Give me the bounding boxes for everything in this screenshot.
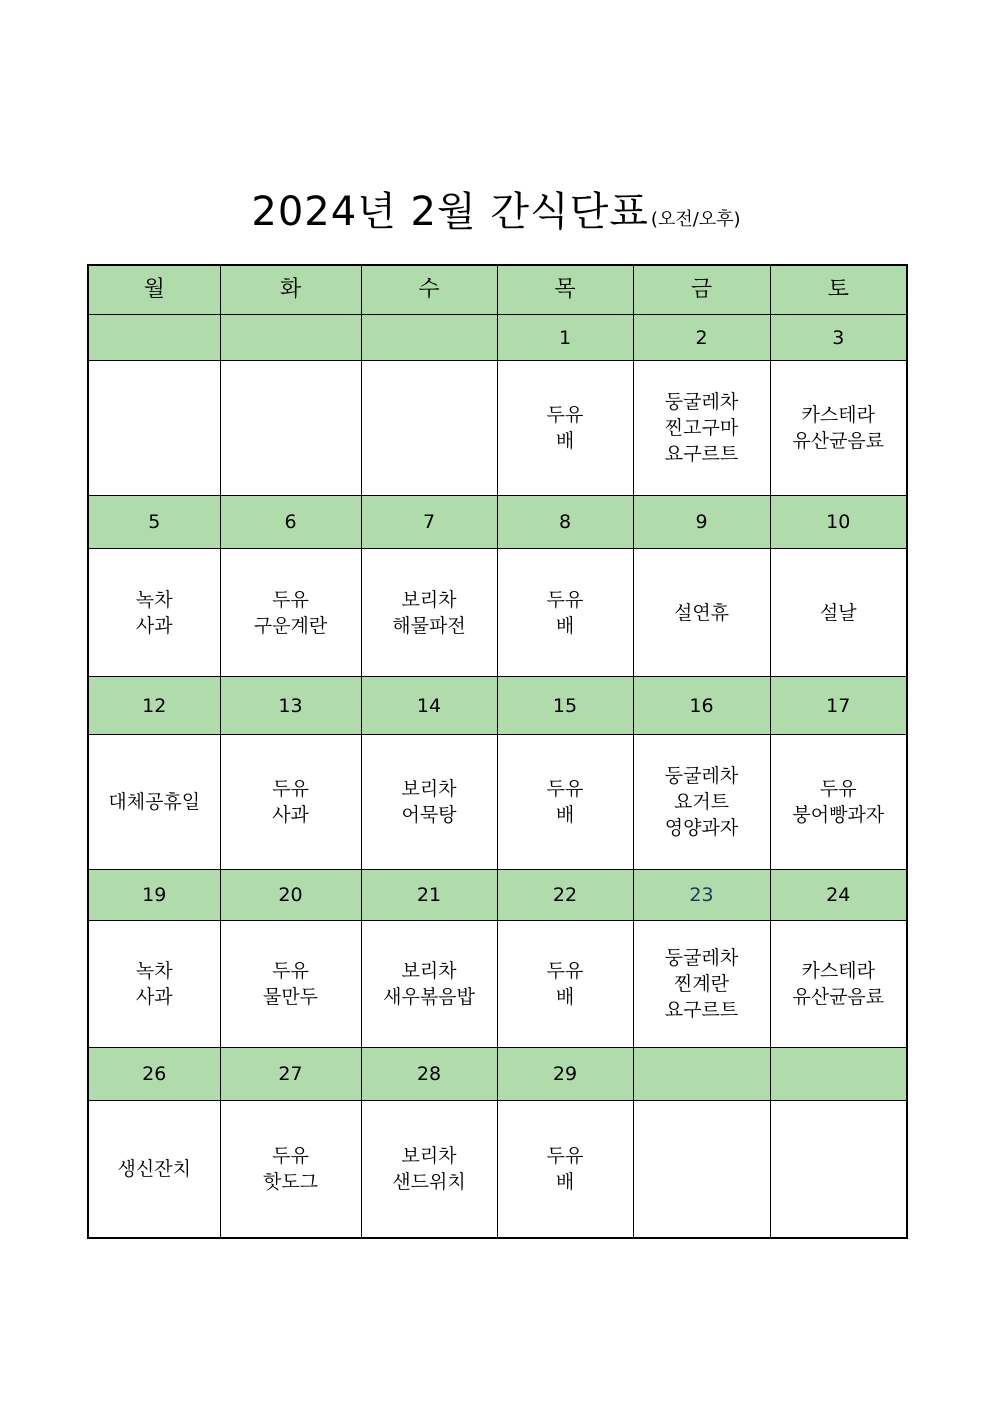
weekday-header-row: [88, 265, 907, 315]
menu-cell: [361, 921, 497, 1048]
menu-cell: [770, 735, 907, 870]
date-cell: 13: [220, 677, 361, 735]
date-cell: 10: [770, 496, 907, 549]
menu-item: 보리차: [401, 960, 457, 982]
menu-item: 핫도그: [262, 1170, 319, 1193]
title-sub: (오전/오후): [650, 209, 741, 230]
menu-item: 영양과자: [664, 817, 739, 839]
menu-item: 두유: [546, 1144, 584, 1167]
date-cell: 12: [88, 677, 220, 735]
menu-item: 사과: [135, 986, 173, 1008]
menu-item: 설연휴: [673, 601, 730, 624]
date-cell: 23: [633, 870, 770, 921]
date-row: [88, 315, 907, 361]
menu-item: 두유: [546, 960, 584, 982]
date-row: [88, 677, 907, 735]
menu-item: 둥굴레차: [664, 391, 739, 413]
menu-item: 유산균음료: [792, 986, 885, 1008]
menu-item: 두유: [546, 404, 584, 426]
date-cell: 26: [88, 1048, 220, 1101]
weekday-thu: 목: [497, 265, 633, 315]
menu-cell: [220, 735, 361, 870]
date-row: [88, 496, 907, 549]
menu-item: 해물파전: [392, 614, 466, 637]
snack-menu-table: [87, 264, 908, 1239]
menu-cell: [220, 921, 361, 1048]
menu-item: 샌드위치: [392, 1170, 466, 1193]
date-cell: [220, 315, 361, 361]
date-cell: 21: [361, 870, 497, 921]
menu-cell: [633, 921, 770, 1048]
menu-row: [88, 361, 907, 496]
menu-item: 보리차: [401, 1144, 457, 1167]
date-cell: 1: [497, 315, 633, 361]
menu-item: 유산균음료: [792, 430, 885, 452]
menu-item: 배: [555, 614, 575, 637]
menu-item: 보리차: [401, 778, 457, 800]
menu-item: 요구르트: [664, 999, 739, 1021]
date-cell: 19: [88, 870, 220, 921]
date-cell: 15: [497, 677, 633, 735]
menu-cell: [361, 549, 497, 677]
menu-cell: [88, 361, 220, 496]
menu-item: 두유: [546, 588, 584, 611]
date-row: [88, 1048, 907, 1101]
menu-cell: [497, 1101, 633, 1238]
date-cell: 28: [361, 1048, 497, 1101]
menu-item: 사과: [135, 614, 173, 637]
menu-item: 둥굴레차: [664, 947, 739, 969]
date-cell: 24: [770, 870, 907, 921]
menu-item: 사과: [272, 804, 309, 826]
date-cell: 20: [220, 870, 361, 921]
menu-item: 어묵탕: [401, 804, 457, 826]
menu-item: 녹차: [135, 960, 173, 982]
menu-item: 구운계란: [253, 614, 328, 637]
menu-row: [88, 549, 907, 677]
menu-item: 배: [555, 430, 575, 452]
menu-cell: [497, 549, 633, 677]
menu-item: 두유: [272, 588, 309, 611]
menu-cell: [88, 921, 220, 1048]
weekday-sat: 토: [770, 265, 907, 315]
menu-item: 두유: [819, 778, 857, 800]
date-cell: 6: [220, 496, 361, 549]
menu-cell: [633, 735, 770, 870]
menu-item: 보리차: [401, 588, 457, 611]
date-cell: 5: [88, 496, 220, 549]
menu-cell: [497, 361, 633, 496]
menu-cell: [770, 549, 907, 677]
menu-item: 새우볶음밥: [383, 986, 475, 1008]
menu-item: 요구르트: [664, 443, 739, 465]
menu-item: 둥굴레차: [664, 765, 739, 787]
menu-cell: [88, 735, 220, 870]
date-cell: 7: [361, 496, 497, 549]
date-cell: 2: [633, 315, 770, 361]
date-cell: [633, 1048, 770, 1101]
weekday-tue: 화: [220, 265, 361, 315]
menu-item: 배: [555, 1170, 575, 1193]
menu-cell: [220, 549, 361, 677]
menu-item: 두유: [546, 778, 584, 800]
date-cell: [88, 315, 220, 361]
page-title: [0, 180, 992, 237]
menu-item: 카스테라: [801, 960, 875, 982]
menu-item: 찐고구마: [664, 417, 739, 439]
date-row: [88, 870, 907, 921]
menu-cell: [88, 1101, 220, 1238]
menu-item: 생신잔치: [117, 1157, 191, 1180]
menu-item: 배: [555, 804, 575, 826]
date-cell: 16: [633, 677, 770, 735]
menu-row: [88, 1101, 907, 1238]
date-cell: 27: [220, 1048, 361, 1101]
menu-item: 카스테라: [801, 404, 875, 426]
menu-cell: [497, 735, 633, 870]
date-cell: 14: [361, 677, 497, 735]
menu-cell: [770, 1101, 907, 1238]
menu-cell: [361, 735, 497, 870]
menu-cell: [633, 361, 770, 496]
menu-row: [88, 921, 907, 1048]
weekday-fri: 금: [633, 265, 770, 315]
menu-cell: [220, 1101, 361, 1238]
menu-item: 두유: [272, 960, 309, 982]
menu-item: 붕어빵과자: [792, 804, 885, 826]
date-cell: 22: [497, 870, 633, 921]
menu-row: [88, 735, 907, 870]
weekday-wed: 수: [361, 265, 497, 315]
menu-item: 찐계란: [673, 973, 730, 995]
menu-cell: [361, 361, 497, 496]
menu-item: 요거트: [673, 791, 730, 813]
menu-cell: [88, 549, 220, 677]
menu-cell: [361, 1101, 497, 1238]
menu-cell: [770, 921, 907, 1048]
menu-cell: [220, 361, 361, 496]
menu-cell: [633, 1101, 770, 1238]
menu-item: 설날: [819, 601, 857, 624]
date-cell: 29: [497, 1048, 633, 1101]
menu-item: 물만두: [262, 986, 319, 1008]
menu-item: 두유: [272, 1144, 309, 1167]
date-cell: [770, 1048, 907, 1101]
date-cell: 9: [633, 496, 770, 549]
menu-item: 배: [555, 986, 575, 1008]
menu-cell: [770, 361, 907, 496]
menu-item: 녹차: [135, 588, 173, 611]
weekday-mon: 월: [88, 265, 220, 315]
menu-item: 대체공휴일: [108, 791, 201, 813]
date-cell: 3: [770, 315, 907, 361]
menu-cell: [633, 549, 770, 677]
menu-cell: [497, 921, 633, 1048]
date-cell: 8: [497, 496, 633, 549]
date-cell: 17: [770, 677, 907, 735]
menu-item: 두유: [272, 778, 309, 800]
date-cell: [361, 315, 497, 361]
title-main: 2024년 2월 간식단표: [251, 189, 649, 235]
